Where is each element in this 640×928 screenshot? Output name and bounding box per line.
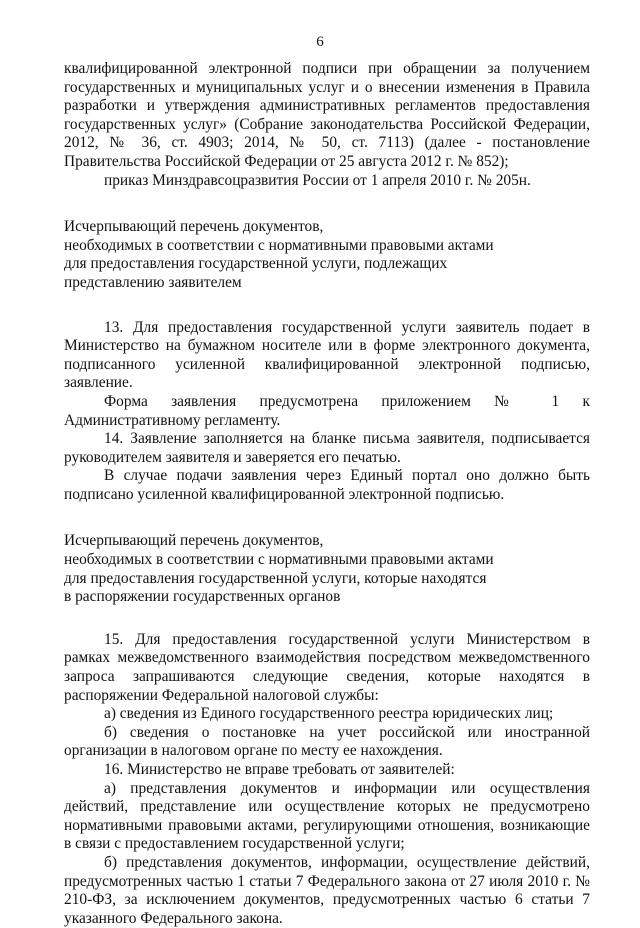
paragraph-15-a: а) сведения из Единого государственного реестра юридических лиц; xyxy=(104,705,554,723)
section-heading-government-documents xyxy=(64,532,590,606)
document-body xyxy=(64,60,590,928)
heading-line: Исчерпывающий перечень документов, xyxy=(64,532,324,550)
heading-line: необходимых в соответствии с нормативными правовыми актами xyxy=(64,236,494,254)
paragraph-13-form: Форма заявления предусмотрена приложением № 1 к Административному регламенту. xyxy=(64,392,590,429)
heading-line: необходимых в соответствии с нормативными правовыми актами xyxy=(64,551,494,569)
heading-line: Исчерпывающий перечень документов, xyxy=(64,218,324,236)
heading-line: представлению заявителем xyxy=(64,273,242,291)
paragraph-order-reference: приказ Минздравсоцразвития России от 1 апреля 2010 г. № 205н. xyxy=(104,171,531,189)
paragraph-15: 15. Для предоставления государственной услуги Министерством в рамках межведомственного взаимодействия посредством межведомственного запроса запрашиваются следующие сведения, которые находятся в распоряжении Федеральной налоговой службы: xyxy=(64,630,590,704)
paragraph-legal-reference: квалифицированной электронной подписи при обращении за получением государственных и муниципальных услуг и о внесении изменения в Правила разработки и утверждения административных регламентов предоставления государственных услуг» (Собрание законодательства Российской Федерации, 2012, № 36, ст. 4903; 2014, № 50, ст. 7113) (далее - постановление Правительства Российской Федерации от 25 августа 2012 г. № 852); xyxy=(64,60,590,170)
heading-line: для предоставления государственной услуги, подлежащих xyxy=(64,255,448,273)
heading-line: в распоряжении государственных органов xyxy=(64,588,341,606)
page-number: 6 xyxy=(316,34,324,50)
paragraph-14: 14. Заявление заполняется на бланке письма заявителя, подписывается руководителем заявителя и заверяется его печатью. xyxy=(64,430,590,466)
paragraph-14-portal: В случае подачи заявления через Единый портал оно должно быть подписано усиленной квалифицированной электронной подписью. xyxy=(64,467,590,503)
paragraph-16-a: а) представления документов и информации или осуществления действий, представление или осуществление которых не предусмотрено нормативными правовыми актами, регулирующими отношения, возникающие в связи с предоставлением государственной услуги; xyxy=(64,779,590,853)
paragraph-16: 16. Министерство не вправе требовать от заявителей: xyxy=(104,761,455,778)
paragraph-13: 13. Для предоставления государственной услуги заявитель подает в Министерство на бумажном носителе или в форме электронного документа, подписанного усиленной квалифицированной электронной подписью, заявление. xyxy=(64,318,590,392)
section-heading-applicant-documents xyxy=(64,218,590,292)
paragraph-16-b: б) представления документов, информации, осуществление действий, предусмотренных частью 1 статьи 7 Федерального закона от 27 июля 2010 г. № 210-ФЗ, за исключением документов, предусмотренных частью 6 статьи 7 указанного Федерального закона. xyxy=(64,853,590,927)
heading-line: для предоставления государственной услуги, которые находятся xyxy=(64,569,487,587)
paragraph-15-b: б) сведения о постановке на учет российской или иностранной организации в налоговом органе по месту ее нахождения. xyxy=(64,723,590,760)
